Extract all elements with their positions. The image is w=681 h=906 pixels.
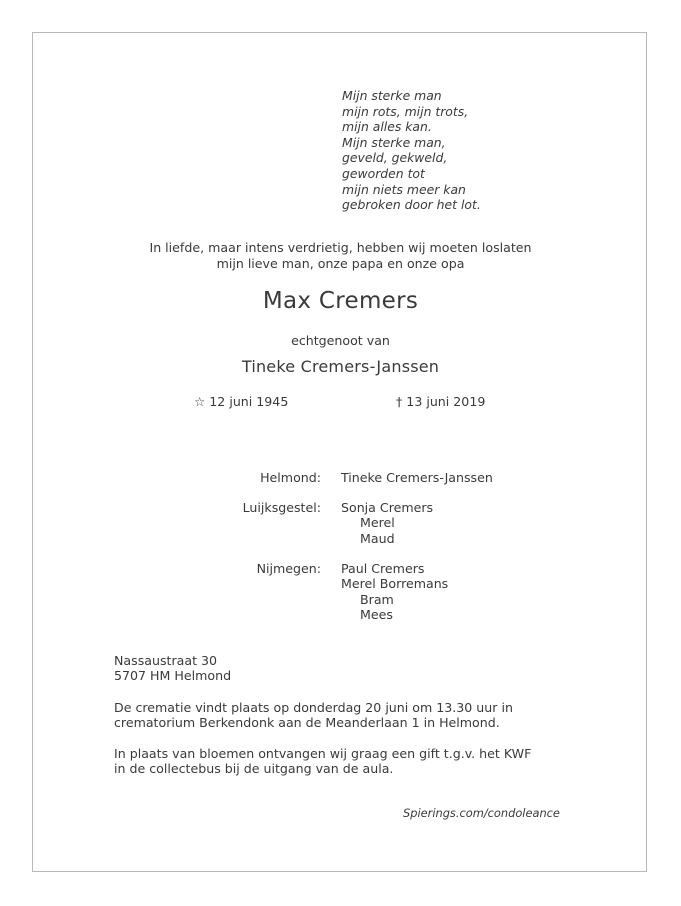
cremation-line-2: crematorium Berkendonk aan de Meanderlaan 1 in Helmond. (114, 715, 500, 731)
address (114, 653, 231, 684)
poem-line: mijn alles kan. (342, 119, 432, 135)
intro-line-2: mijn lieve man, onze papa en onze opa (216, 256, 465, 271)
spouse-name: Tineke Cremers-Janssen (241, 357, 440, 376)
birth-date: ☆ 12 juni 1945 (194, 394, 289, 409)
family-grandchild: Bram (360, 591, 394, 607)
poem-line: gebroken door het lot. (342, 197, 481, 213)
cremation-line-1: De crematie vindt plaats op donderdag 20 juni om 13.30 uur in (114, 700, 513, 715)
condolence-website: Spierings.com/condoleance (403, 806, 560, 820)
family-names (341, 470, 493, 485)
family-place: Nijmegen: (256, 561, 321, 576)
address-city: 5707 HM Helmond (114, 668, 232, 684)
deceased-name: Max Cremers (262, 288, 419, 314)
poem-line: geworden tot (342, 165, 425, 181)
family-names (341, 500, 433, 546)
address-street: Nassaustraat 30 (114, 653, 218, 668)
family-member: Paul Cremers (341, 561, 425, 576)
flowers-line-1: In plaats van bloemen ontvangen wij graag een gift t.g.v. het KWF (114, 746, 532, 761)
family-grandchild: Maud (360, 530, 395, 546)
intro-text (0, 240, 681, 272)
flowers-info (114, 746, 531, 777)
poem-line: mijn rots, mijn trots, (342, 103, 469, 119)
death-date: † 13 juni 2019 (396, 394, 486, 409)
family-member: Sonja Cremers (341, 500, 434, 515)
poem-line: Mijn sterke man, (342, 134, 446, 150)
family-place: Helmond: (260, 470, 321, 485)
poem-line: Mijn sterke man (342, 88, 442, 103)
cremation-info (114, 700, 513, 731)
poem-line: geveld, gekweld, (342, 150, 448, 166)
spouse-label: echtgenoot van (291, 333, 390, 348)
family-member: Merel Borremans (341, 576, 449, 592)
family-grandchild: Merel (360, 515, 395, 531)
poem (342, 88, 481, 213)
poem-line: mijn niets meer kan (342, 181, 466, 197)
family-member: Tineke Cremers-Janssen (341, 470, 493, 485)
family-place: Luijksgestel: (242, 500, 321, 515)
family-grandchild: Mees (360, 607, 393, 623)
family-names (341, 561, 448, 623)
intro-line-1: In liefde, maar intens verdrietig, hebben wij moeten loslaten (149, 240, 532, 255)
flowers-line-2: in de collectebus bij de uitgang van de aula. (114, 761, 394, 777)
